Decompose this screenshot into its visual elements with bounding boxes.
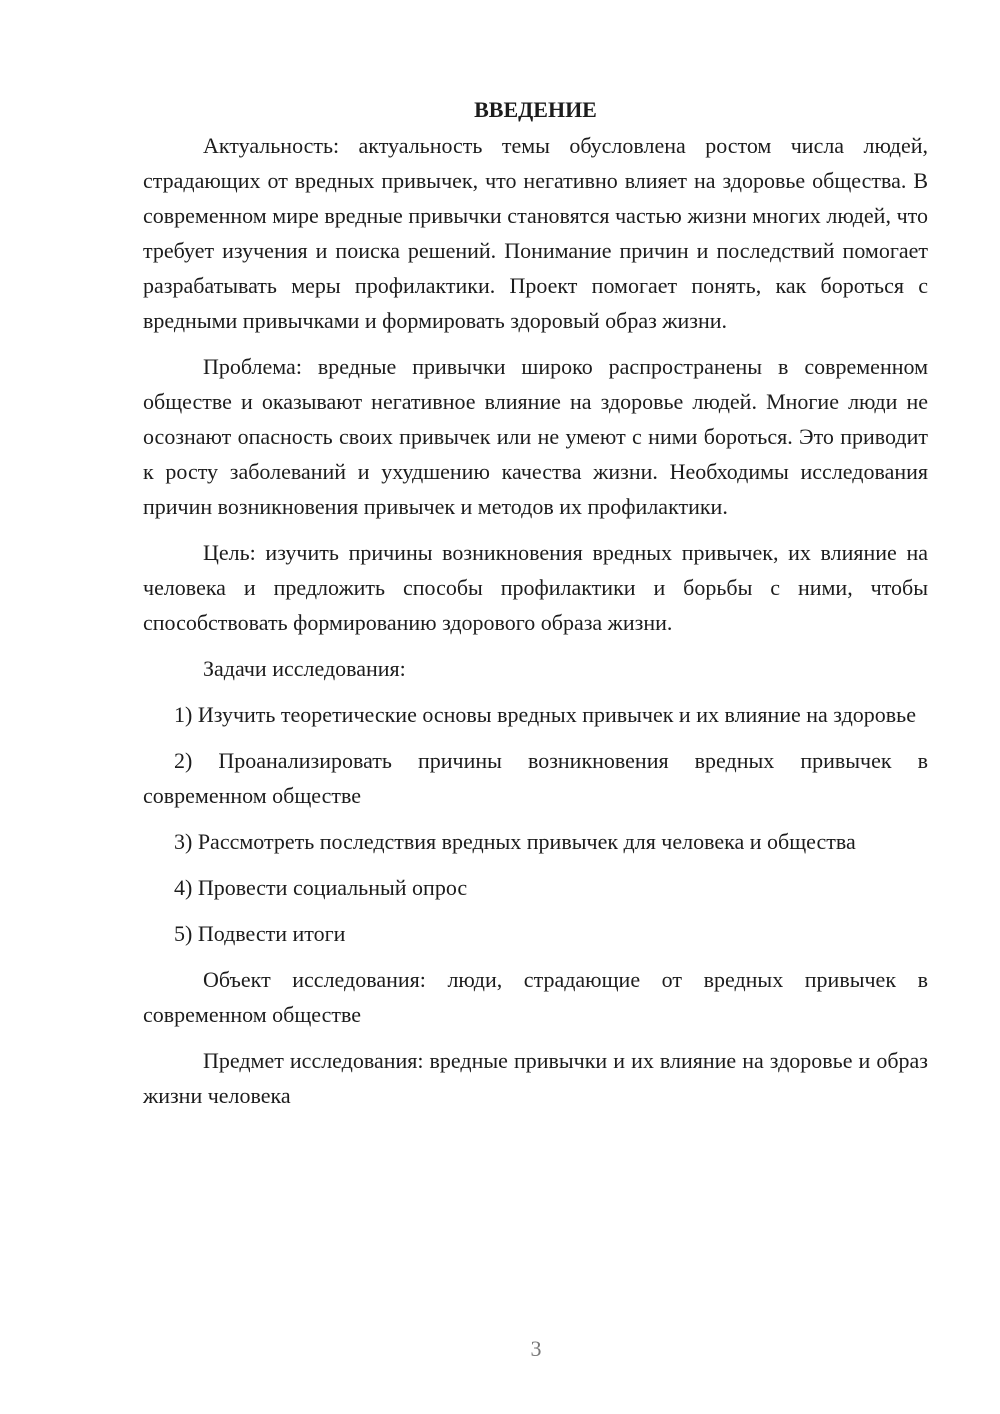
task-item-5: 5) Подвести итоги xyxy=(174,921,346,946)
paragraph-subject: Предмет исследования: вредные привычки и их влияние на здоровье и образ жизни человека xyxy=(143,1048,928,1108)
task-item-3: 3) Рассмотреть последствия вредных привычек для человека и общества xyxy=(174,829,856,854)
document-page xyxy=(143,92,928,1124)
paragraph-goal: Цель: изучить причины возникновения вредных привычек, их влияние на человека и предложить способы профилактики и борьбы с ними, чтобы способствовать формированию здорового образа жизни. xyxy=(143,540,928,635)
paragraph-relevance: Актуальность: актуальность темы обусловлена ростом числа людей, страдающих от вредных привычек, что негативно влияет на здоровье общества. В современном мире вредные привычки становятся частью жизни многих людей, что требует изучения и поиска решений. Понимание причин и последствий помогает разрабатывать меры профилактики. Проект помогает понять, как бороться с вредными привычками и формировать здоровый образ жизни. xyxy=(143,133,928,333)
task-item-4: 4) Провести социальный опрос xyxy=(174,875,468,900)
page-number: 3 xyxy=(530,1336,542,1361)
page-title: ВВЕДЕНИЕ xyxy=(474,97,597,122)
tasks-heading: Задачи исследования: xyxy=(203,656,406,681)
paragraph-problem: Проблема: вредные привычки широко распространены в современном обществе и оказывают негативное влияние на здоровье людей. Многие люди не осознают опасность своих привычек или не умеют с ними бороться. Это приводит к росту заболеваний и ухудшению качества жизни. Необходимы исследования причин возникновения привычек и методов их профилактики. xyxy=(143,354,928,519)
task-item-2: 2) Проанализировать причины возникновения вредных привычек в современном обществе xyxy=(143,748,928,808)
task-item-1: 1) Изучить теоретические основы вредных привычек и их влияние на здоровье xyxy=(174,702,916,727)
paragraph-object: Объект исследования: люди, страдающие от вредных привычек в современном обществе xyxy=(143,967,928,1027)
